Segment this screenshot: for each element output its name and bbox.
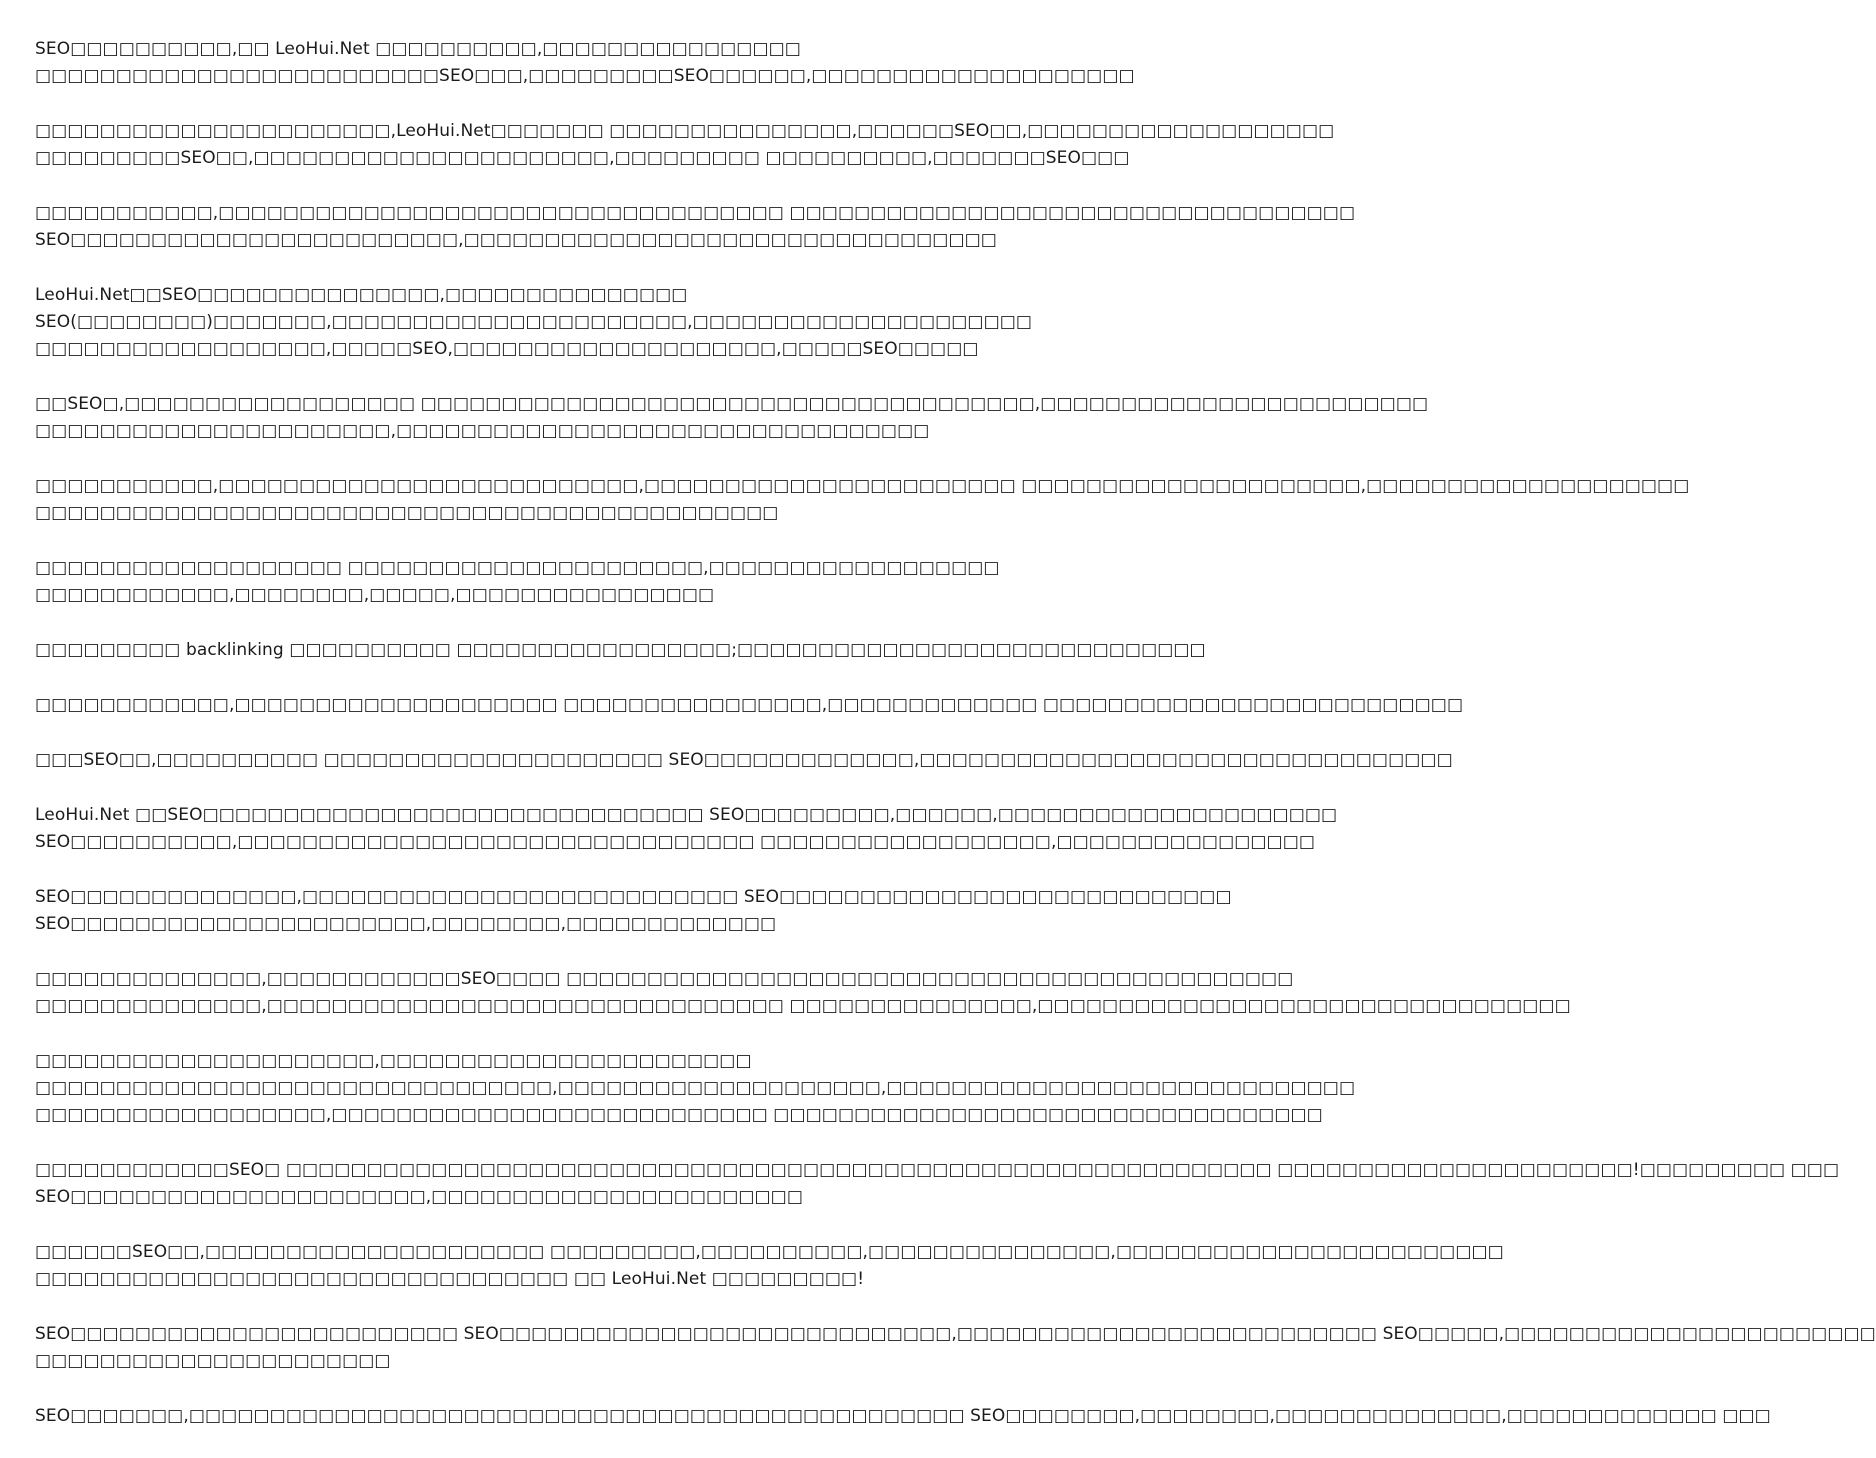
- text-line: SEO□□□□□□□□□□□□□□□□□□□□□□,□□□□□□□□□□□□□□□□□□□□□□□: [35, 1187, 804, 1207]
- text-line: □□□□□□□□□□□□□□□□□□□□□,□□□□□□□□□□□□□□□□□□□□□□□: [35, 1051, 752, 1071]
- text-line: SEO□□□□□□□□□□□□□□□□□□□□□□,□□□□□□□□,□□□□□□□□□□□□□: [35, 914, 777, 934]
- text-line: □□□□□□□□□□□□□□□□□□□□□□,LeoHui.Net□□□□□□□ □□□□□□□□□□□□□□□,□□□□□□SEO□□,□□□□□□□□□□□□□□□□□□□: [35, 121, 1335, 141]
- text-line: □□□□□□□□□□□□□□□□□□□□□□□□□□□□□□□□□ □□ LeoHui.Net □□□□□□□□□!: [35, 1269, 865, 1289]
- paragraph: [35, 966, 1571, 1020]
- document-body: [35, 36, 1876, 1458]
- paragraph: [35, 1157, 1840, 1211]
- paragraph: [35, 555, 1000, 609]
- paragraph: [35, 1239, 1504, 1293]
- text-line: □□□□□□□□□□□□□□□□□□□□□□□□□□□□□□□□□□□□□□□□□□□□□□: [35, 503, 779, 523]
- text-line: □□□□□□□□□□□□□□,□□□□□□□□□□□□SEO□□□□ □□□□□□□□□□□□□□□□□□□□□□□□□□□□□□□□□□□□□□□□□□□□□: [35, 969, 1294, 989]
- text-line: □□□□□□SEO□□,□□□□□□□□□□□□□□□□□□□□□ □□□□□□□□□,□□□□□□□□□□,□□□□□□□□□□□□□□□,□□□□□□□□□□□□□□□□□□□□□□□□: [35, 1242, 1504, 1262]
- text-line: □□□□□□□□□□□□□□□□□□□□□□: [35, 1351, 391, 1371]
- paragraph: [35, 637, 1206, 664]
- paragraph: [35, 391, 1429, 445]
- paragraph: [35, 802, 1338, 856]
- paragraph: [35, 282, 1033, 363]
- text-line: □□□□□□□□□SEO□□,□□□□□□□□□□□□□□□□□□□□□□,□□□□□□□□□ □□□□□□□□□□,□□□□□□□SEO□□□: [35, 148, 1130, 168]
- text-line: LeoHui.Net□□SEO□□□□□□□□□□□□□□□,□□□□□□□□□□□□□□□: [35, 285, 688, 305]
- text-line: □□□□□□□□□□□□□□□□□□□□□□,□□□□□□□□□□□□□□□□□□□□□□□□□□□□□□□□□: [35, 421, 930, 441]
- text-line: □□□□□□□□□□□□SEO□ □□□□□□□□□□□□□□□□□□□□□□□□□□□□□□□□□□□□□□□□□□□□□□□□□□□□□□□□□□□□□ □□□□□□□□□□□□□□□□□□□□□□!□□□□□□□□□ □□□: [35, 1160, 1840, 1180]
- text-line: SEO(□□□□□□□□)□□□□□□□,□□□□□□□□□□□□□□□□□□□□□□,□□□□□□□□□□□□□□□□□□□□□: [35, 312, 1033, 332]
- text-line: □□□□□□□□□□□□,□□□□□□□□□□□□□□□□□□□□ □□□□□□□□□□□□□□□□,□□□□□□□□□□□□□ □□□□□□□□□□□□□□□□□□□□□□□□□□: [35, 695, 1464, 715]
- paragraph: [35, 884, 1232, 938]
- text-line: □□SEO□,□□□□□□□□□□□□□□□□□□ □□□□□□□□□□□□□□□□□□□□□□□□□□□□□□□□□□□□□□,□□□□□□□□□□□□□□□□□□□□□□□□: [35, 394, 1429, 414]
- paragraph: [35, 200, 1356, 254]
- text-line: □□□□□□□□□□□□□□□□□□,□□□□□SEO,□□□□□□□□□□□□□□□□□□□□,□□□□□SEO□□□□□: [35, 339, 979, 359]
- text-line: □□□□□□□□□□□□□□□□□□□□□□□□□SEO□□□,□□□□□□□□□SEO□□□□□□,□□□□□□□□□□□□□□□□□□□□: [35, 66, 1135, 86]
- text-line: □□□□□□□□□□□□□□□□□□□□□□□□□□□□□□□□,□□□□□□□□□□□□□□□□□□□□,□□□□□□□□□□□□□□□□□□□□□□□□□□□□□: [35, 1078, 1356, 1098]
- text-line: SEO□□□□□□□□□□□□□□□□□□□□□□□□ SEO□□□□□□□□□□□□□□□□□□□□□□□□□□□□,□□□□□□□□□□□□□□□□□□□□□□□□□□ SEO□□□□□,□□□□□□□□□□□□□□□□□□□□□□□: [35, 1324, 1876, 1344]
- text-line: □□□□□□□□□□□,□□□□□□□□□□□□□□□□□□□□□□□□□□□□□□□□□□□ □□□□□□□□□□□□□□□□□□□□□□□□□□□□□□□□□□□: [35, 203, 1356, 223]
- text-line: SEO□□□□□□□□□□□□□□□□□□□□□□□□,□□□□□□□□□□□□□□□□□□□□□□□□□□□□□□□□□: [35, 230, 997, 250]
- text-line: □□□□□□□□□□□□□□,□□□□□□□□□□□□□□□□□□□□□□□□□□□□□□□□ □□□□□□□□□□□□□□□,□□□□□□□□□□□□□□□□□□□□□□□□□□□□□□□□□: [35, 996, 1571, 1016]
- text-line: □□□SEO□□,□□□□□□□□□□ □□□□□□□□□□□□□□□□□□□□□ SEO□□□□□□□□□□□□□,□□□□□□□□□□□□□□□□□□□□□□□□□□□□□□□□□: [35, 750, 1453, 770]
- text-line: □□□□□□□□□□□□□□□□□□,□□□□□□□□□□□□□□□□□□□□□□□□□□□ □□□□□□□□□□□□□□□□□□□□□□□□□□□□□□□□□□: [35, 1105, 1323, 1125]
- paragraph: [35, 747, 1453, 774]
- paragraph: [35, 1403, 1771, 1430]
- text-line: SEO□□□□□□□□□□□□□□,□□□□□□□□□□□□□□□□□□□□□□□□□□□ SEO□□□□□□□□□□□□□□□□□□□□□□□□□□□□: [35, 887, 1232, 907]
- text-line: □□□□□□□□□□□□□□□□□□□ □□□□□□□□□□□□□□□□□□□□□□,□□□□□□□□□□□□□□□□□□: [35, 558, 1000, 578]
- text-line: SEO□□□□□□□,□□□□□□□□□□□□□□□□□□□□□□□□□□□□□□□□□□□□□□□□□□□□□□□□ SEO□□□□□□□□,□□□□□□□□,□□□□□□□□□□□□□□,□□□□□□□□□□□□□ □□□: [35, 1406, 1771, 1426]
- text-line: LeoHui.Net □□SEO□□□□□□□□□□□□□□□□□□□□□□□□□□□□□□□ SEO□□□□□□□□□,□□□□□□,□□□□□□□□□□□□□□□□□□□□□: [35, 805, 1338, 825]
- text-line: □□□□□□□□□□□□,□□□□□□□□,□□□□□,□□□□□□□□□□□□□□□□: [35, 585, 715, 605]
- text-line: SEO□□□□□□□□□□,□□□□□□□□□□□□□□□□□□□□□□□□□□□□□□□□ □□□□□□□□□□□□□□□□□□,□□□□□□□□□□□□□□□□: [35, 832, 1316, 852]
- paragraph: [35, 1321, 1876, 1375]
- paragraph: [35, 36, 1135, 90]
- text-line: □□□□□□□□□□□,□□□□□□□□□□□□□□□□□□□□□□□□□□,□□□□□□□□□□□□□□□□□□□□□□□ □□□□□□□□□□□□□□□□□□□□□,□□□□□□□□□□□□□□□□□□□□: [35, 476, 1690, 496]
- text-line: □□□□□□□□□ backlinking □□□□□□□□□□ □□□□□□□□□□□□□□□□□;□□□□□□□□□□□□□□□□□□□□□□□□□□□□□: [35, 640, 1206, 660]
- paragraph: [35, 1048, 1356, 1129]
- text-line: SEO□□□□□□□□□□,□□ LeoHui.Net □□□□□□□□□□,□□□□□□□□□□□□□□□□: [35, 39, 801, 59]
- paragraph: [35, 473, 1690, 527]
- paragraph: [35, 118, 1335, 172]
- paragraph: [35, 692, 1464, 719]
